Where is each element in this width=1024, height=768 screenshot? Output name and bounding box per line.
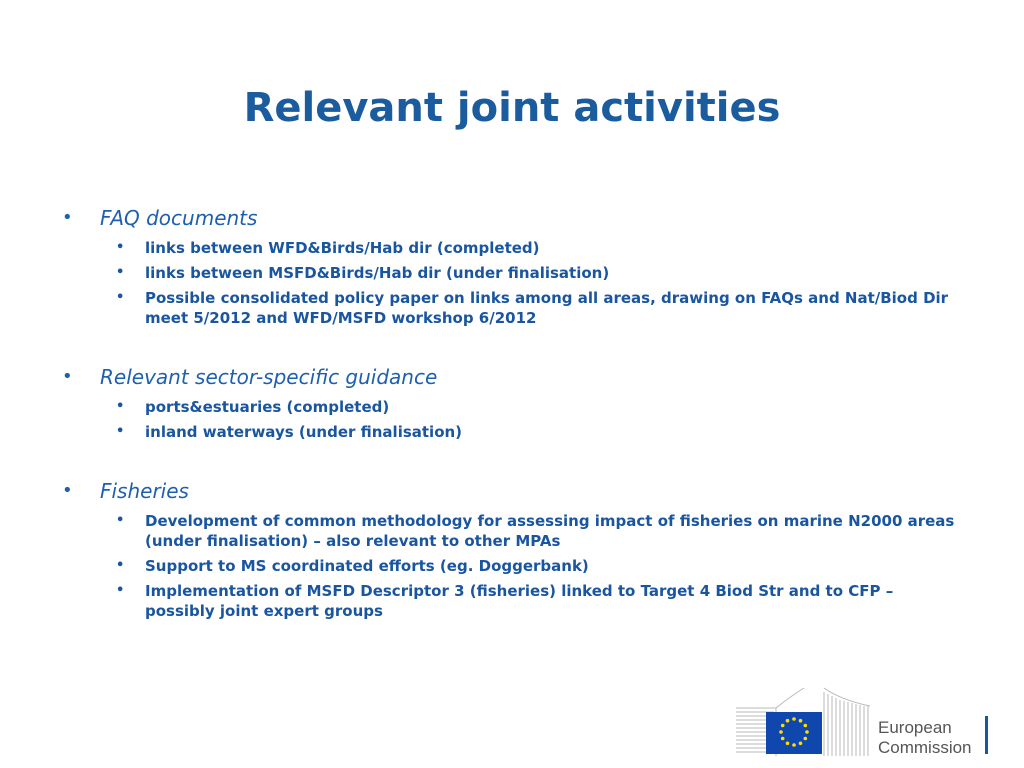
section-heading-text: FAQ documents — [100, 206, 258, 230]
bullet-icon: • — [62, 366, 73, 387]
list-item — [60, 397, 960, 417]
list-item-text: links between MSFD&Birds/Hab dir (under finalisation) — [145, 264, 610, 282]
list-item-text: links between WFD&Birds/Hab dir (completed) — [145, 239, 540, 257]
bullet-icon: • — [62, 207, 73, 228]
bullet-icon: • — [116, 240, 125, 255]
logo-divider — [985, 716, 988, 754]
bullet-icon: • — [116, 399, 125, 414]
list-item — [60, 556, 960, 576]
list-item-text: inland waterways (under finalisation) — [145, 423, 463, 441]
logo-line-european: European — [878, 718, 952, 737]
list-item-text: ports&estuaries (completed) — [145, 398, 390, 416]
sub-list — [60, 397, 960, 442]
list-item-text: Development of common methodology for assessing impact of fisheries on marine N2000 areas (under finalisation) – also relevant to other MPAs — [145, 512, 955, 550]
slide-title: Relevant joint activities — [243, 85, 781, 131]
list-item-text: Support to MS coordinated efforts (eg. Doggerbank) — [145, 557, 589, 575]
section-guidance — [60, 362, 960, 442]
list-item-text: Implementation of MSFD Descriptor 3 (fisheries) linked to Target 4 Biod Str and to CFP – possibly joint expert groups — [145, 582, 894, 620]
section-heading — [60, 476, 960, 506]
list-item — [60, 238, 960, 258]
bullet-icon: • — [116, 513, 125, 528]
logo-wordmark — [878, 718, 972, 758]
section-heading-text: Fisheries — [100, 479, 189, 503]
list-item — [60, 263, 960, 283]
list-item — [60, 581, 960, 621]
bullet-icon: • — [116, 424, 125, 439]
sub-list — [60, 511, 960, 621]
list-item — [60, 511, 960, 551]
slide-content — [60, 203, 960, 621]
section-heading — [60, 362, 960, 392]
section-heading-text: Relevant sector-specific guidance — [100, 365, 438, 389]
bullet-icon: • — [116, 583, 125, 598]
section-heading — [60, 203, 960, 233]
section-faq — [60, 203, 960, 328]
section-fisheries — [60, 476, 960, 621]
sub-list — [60, 238, 960, 328]
bullet-icon: • — [116, 265, 125, 280]
list-item — [60, 288, 960, 328]
bullet-icon: • — [62, 480, 73, 501]
list-item-text: Possible consolidated policy paper on links among all areas, drawing on FAQs and Nat/Biod Dir meet 5/2012 and WFD/MSFD workshop 6/2012 — [145, 289, 949, 327]
list-item — [60, 422, 960, 442]
bullet-icon: • — [116, 558, 125, 573]
bullet-icon: • — [116, 290, 125, 305]
logo-line-commission: Commission — [878, 738, 972, 757]
